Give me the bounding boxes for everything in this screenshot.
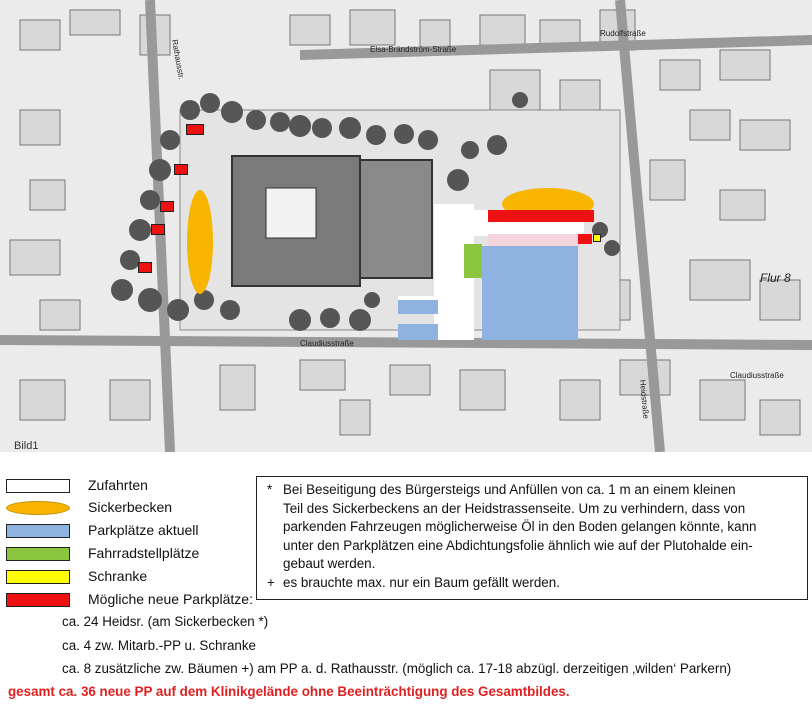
legend-swatch-basin xyxy=(6,501,70,515)
total-summary: gesamt ca. 36 neue PP auf dem Klinikgelände ohne Beeinträchtigung des Gesamtbildes. xyxy=(8,684,570,699)
new-parking-east-spot xyxy=(578,234,592,244)
new-parking-east-strip xyxy=(488,210,594,222)
legend-item-barrier xyxy=(0,567,260,589)
new-parking-spot-3 xyxy=(160,201,174,212)
note-star-text-3: parkenden Fahrzeugen möglicherweise Öl in den Boden gelangen könnte, kann xyxy=(283,519,757,535)
street-label-rathaus: Rathausstr. xyxy=(170,38,186,81)
note-star-symbol: * xyxy=(267,482,273,497)
street-label-claudius-right: Claudiusstraße xyxy=(730,371,784,380)
detail-line-3: ca. 8 zusätzliche zw. Bäumen +) am PP a. d. Rathausstr. (möglich ca. 17-18 abzügl. derzeitigen ‚wilden‘ Parkern) xyxy=(62,661,732,676)
street-label-heid: Heidstraße xyxy=(638,379,651,420)
legend-item-bicycle xyxy=(0,544,260,566)
note-star-text-4: unter den Parkplätzen eine Abdichtungsfolie ähnlich wie auf der Plutohalde ein- xyxy=(283,537,753,553)
annex-building xyxy=(360,160,432,278)
bicycle-parking xyxy=(464,244,482,278)
legend-label-parking-current: Parkplätze aktuell xyxy=(88,522,199,538)
area-label-flur: Flur 8 xyxy=(760,271,791,285)
legend-item-parking-current xyxy=(0,521,260,543)
note-plus-symbol: + xyxy=(267,574,275,590)
note-star-text-2: Teil des Sickerbeckens an der Heidstrassenseite. Um zu verhindern, dass von xyxy=(283,500,746,516)
legend-swatch-parking-current xyxy=(6,524,70,538)
legend-label-access: Zufahrten xyxy=(88,477,148,493)
legend-item-access xyxy=(0,476,260,498)
legend-swatch-barrier xyxy=(6,570,70,584)
courtyard xyxy=(266,188,316,238)
legend-label-barrier: Schranke xyxy=(88,568,148,584)
legend-swatch-new-parking xyxy=(6,593,70,607)
note-plus-text: es brauchte max. nur ein Baum gefällt werden. xyxy=(283,574,560,590)
infiltration-basin-west xyxy=(187,190,213,294)
legend-item-basin xyxy=(0,498,260,520)
new-parking-spot-1 xyxy=(186,124,204,135)
parking-current-east xyxy=(482,246,578,340)
legend-swatch-bicycle xyxy=(6,547,70,561)
detail-line-1: ca. 24 Heidsr. (am Sickerbecken *) xyxy=(62,614,269,629)
street-label-rudolf: Rudolfstraße xyxy=(600,29,646,38)
legend-label-bicycle: Fahrradstellplätze xyxy=(88,545,200,561)
note-star-text-5: gebaut werden. xyxy=(283,556,376,572)
street-label-claudius-left: Claudiusstraße xyxy=(300,339,354,348)
detail-line-2: ca. 4 zw. Mitarb.-PP u. Schranke xyxy=(62,638,257,653)
legend-label-basin: Sickerbecken xyxy=(88,499,173,515)
legend-label-new-parking: Mögliche neue Parkplätze: xyxy=(88,591,253,607)
street-label-elsa: Elsa-Brändström-Straße xyxy=(370,45,457,54)
note-star-text-1: Bei Beseitigung des Bürgersteigs und Anfüllen von ca. 1 m an einem kleinen xyxy=(283,482,736,497)
legend-item-new-parking xyxy=(0,590,260,612)
note-star-line-1 xyxy=(267,481,799,500)
legend-swatch-access xyxy=(6,479,70,493)
note-plus-line xyxy=(267,574,799,593)
parking-current-west-1 xyxy=(398,300,438,314)
parking-current-pink xyxy=(488,234,580,246)
new-parking-spot-5 xyxy=(138,262,152,273)
map-caption: Bild1 xyxy=(14,440,39,452)
notes-box xyxy=(256,476,808,600)
new-parking-spot-2 xyxy=(174,164,188,175)
parking-current-west-2 xyxy=(398,324,438,340)
new-parking-spot-4 xyxy=(151,224,165,235)
barrier xyxy=(593,234,601,242)
